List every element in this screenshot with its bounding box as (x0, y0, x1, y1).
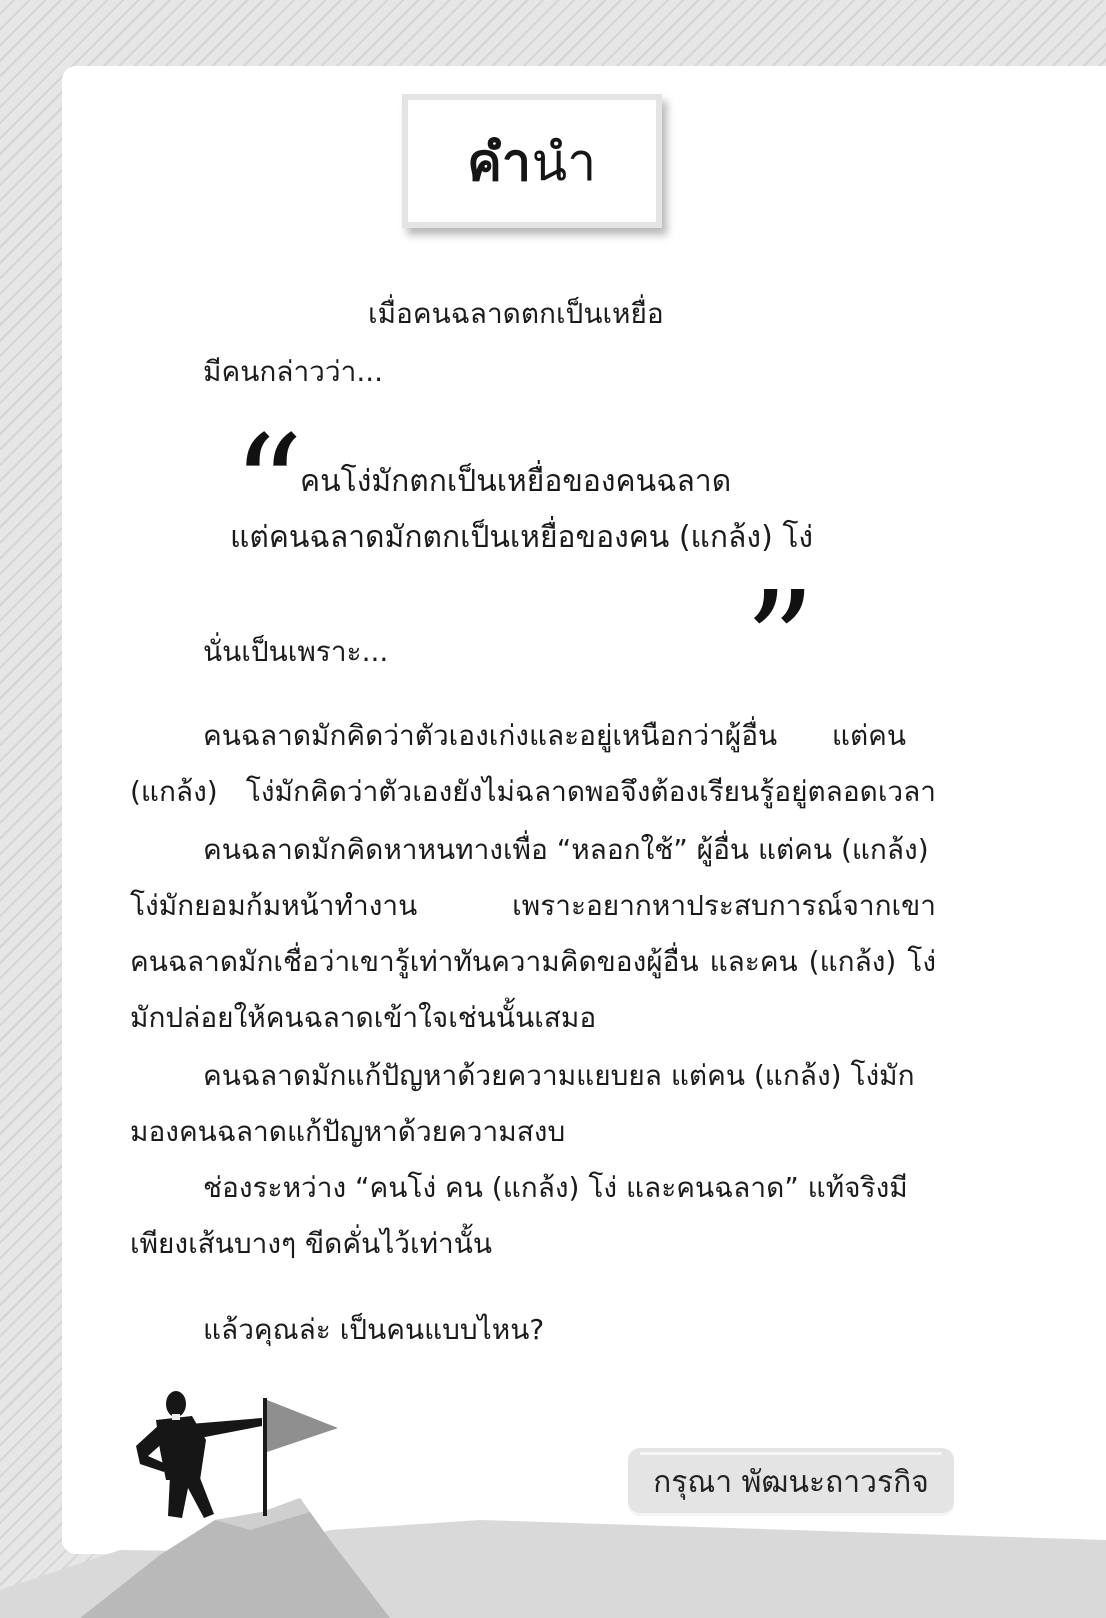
author-badge (628, 1448, 954, 1516)
body-line-8: มองคนฉลาดแก้ปัญหาด้วยความสงบ (130, 1115, 566, 1148)
body-line-4: โง่มักยอมก้มหน้าทำงาน เพราะอยากหาประสบการณ์จากเขา (130, 889, 936, 922)
quote-line-1: คนโง่มักตกเป็นเหยื่อของคนฉลาด (300, 464, 732, 499)
title-box (402, 94, 662, 228)
quote-line-2: แต่คนฉลาดมักตกเป็นเหยื่อของคน (แกล้ง) โง่ (230, 520, 814, 555)
open-quote-icon: “ (232, 406, 304, 569)
body-line-5: คนฉลาดมักเชื่อว่าเขารู้เท่าทันความคิดของผู้อื่น และคน (แกล้ง) โง่ (130, 945, 936, 978)
body-line-2: (แกล้ง) โง่มักคิดว่าตัวเองยังไม่ฉลาดพอจึงต้องเรียนรู้อยู่ตลอดเวลา (130, 775, 936, 808)
title-light-part: นำ (531, 132, 597, 193)
author-badge-highlight (640, 1452, 942, 1455)
intro-line-2: มีคนกล่าวว่า... (203, 355, 384, 388)
page-title (467, 120, 597, 203)
author-name: กรุณา พัฒนะถาวรกิจ (653, 1464, 929, 1500)
because-line: นั่นเป็นเพราะ... (203, 635, 389, 668)
body-line-9: ช่องระหว่าง “คนโง่ คน (แกล้ง) โง่ และคนฉลาด” แท้จริงมี (203, 1171, 908, 1204)
body-line-10: เพียงเส้นบางๆ ขีดคั่นไว้เท่านั้น (130, 1227, 493, 1260)
body-line-1: คนฉลาดมักคิดว่าตัวเองเก่งและอยู่เหนือกว่าผู้อื่น แต่คน (203, 719, 906, 752)
close-quote-icon: ” (744, 562, 816, 725)
body-line-3: คนฉลาดมักคิดหาหนทางเพื่อ “หลอกใช้” ผู้อื่น แต่คน (แกล้ง) (203, 833, 929, 866)
closing-line: แล้วคุณล่ะ เป็นคนแบบไหน? (203, 1313, 545, 1346)
body-line-6: มักปล่อยให้คนฉลาดเข้าใจเช่นนั้นเสมอ (130, 1001, 597, 1034)
title-bold-part: คำ (467, 132, 532, 193)
intro-line-1: เมื่อคนฉลาดตกเป็นเหยื่อ (368, 297, 664, 330)
body-line-7: คนฉลาดมักแก้ปัญหาด้วยความแยบยล แต่คน (แกล้ง) โง่มัก (203, 1059, 915, 1092)
